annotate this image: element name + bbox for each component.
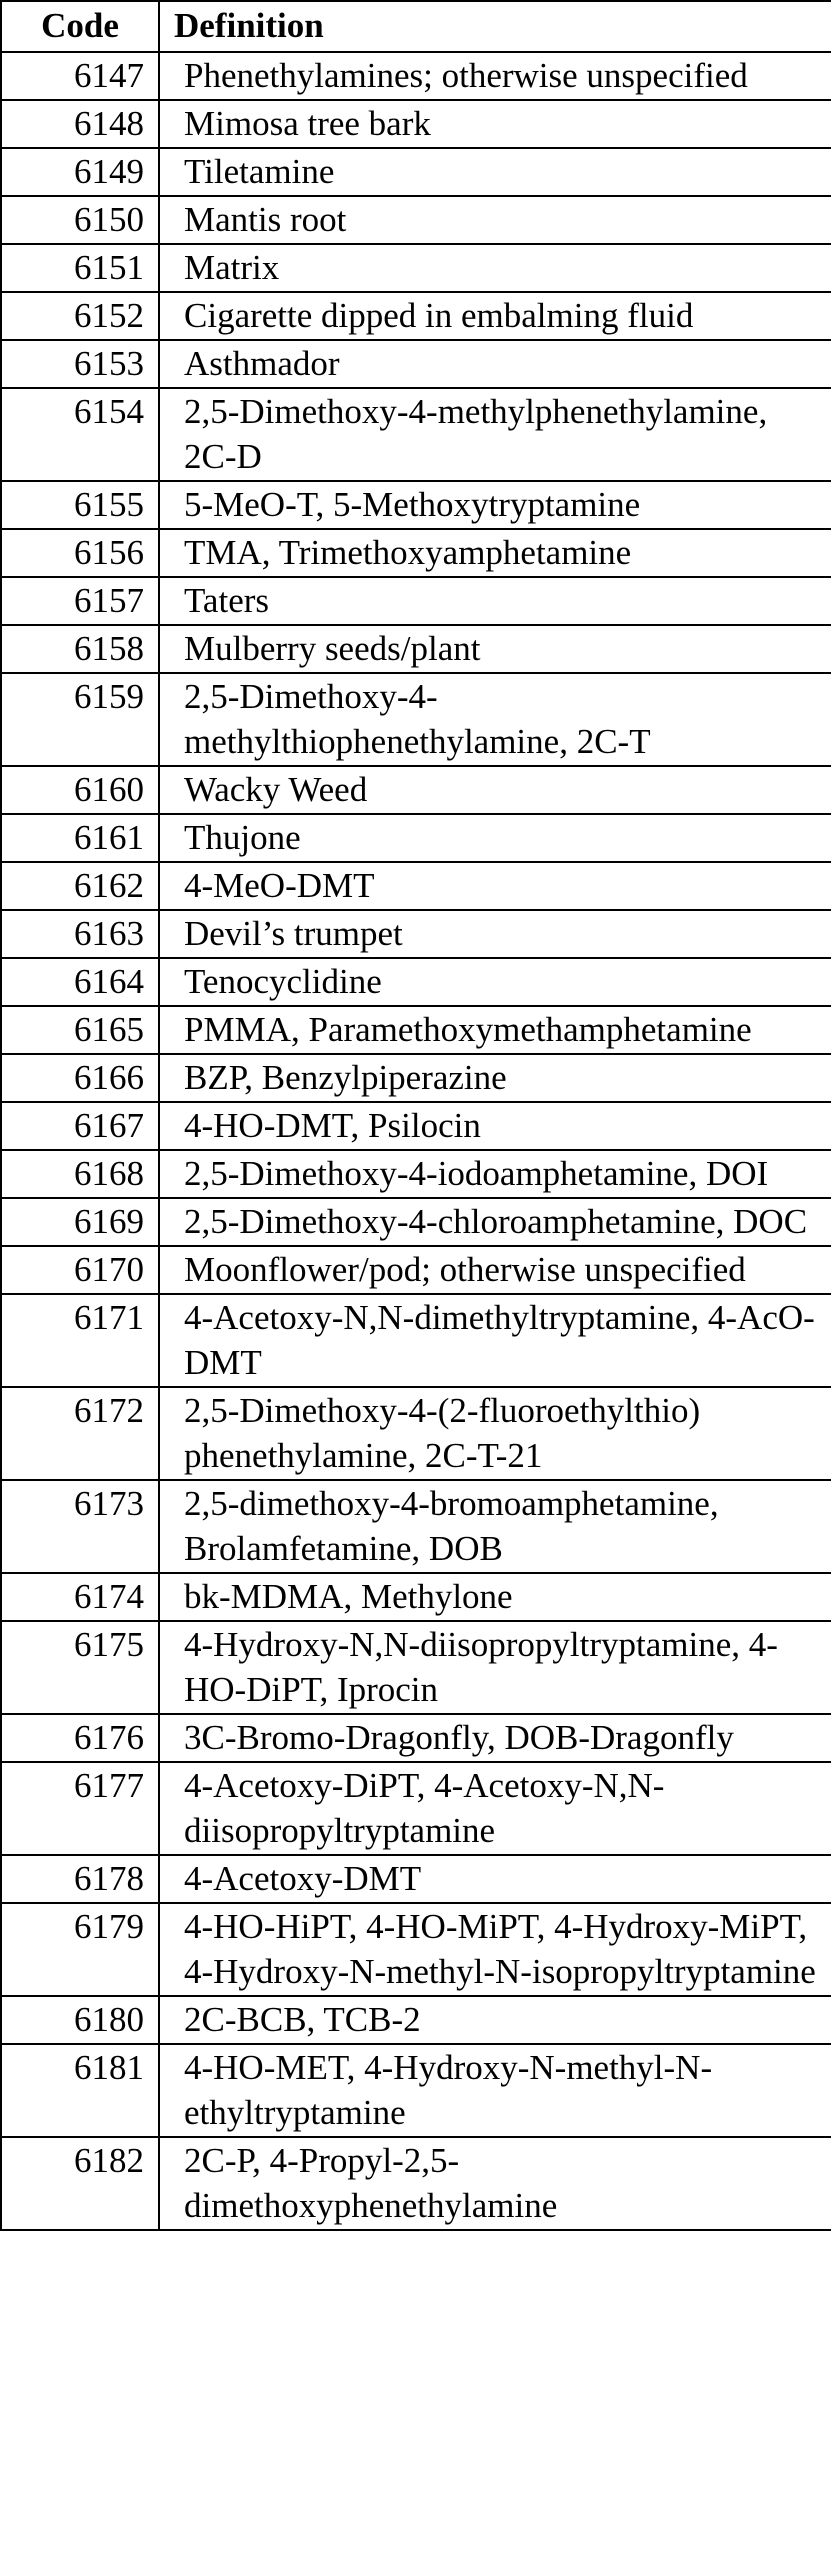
code-cell: 6161: [1, 814, 159, 862]
code-cell: 6147: [1, 52, 159, 100]
definition-cell: PMMA, Paramethoxymethamphetamine: [159, 1006, 831, 1054]
code-cell: 6156: [1, 529, 159, 577]
table-row: [1, 1855, 831, 1903]
code-cell: 6169: [1, 1198, 159, 1246]
definition-cell: Matrix: [159, 244, 831, 292]
definition-cell: 4-Acetoxy-N,N-dimethyltryptamine, 4-AcO-DMT: [159, 1294, 831, 1387]
table-row: [1, 340, 831, 388]
code-cell: 6149: [1, 148, 159, 196]
definition-cell: 4-Acetoxy-DMT: [159, 1855, 831, 1903]
definition-cell: TMA, Trimethoxyamphetamine: [159, 529, 831, 577]
table-row: [1, 1621, 831, 1714]
code-cell: 6180: [1, 1996, 159, 2044]
code-cell: 6158: [1, 625, 159, 673]
code-cell: 6154: [1, 388, 159, 481]
table-row: [1, 910, 831, 958]
table-row: [1, 1150, 831, 1198]
definition-cell: 5-MeO-T, 5-Methoxytryptamine: [159, 481, 831, 529]
code-cell: 6150: [1, 196, 159, 244]
table-row: [1, 814, 831, 862]
definition-cell: Wacky Weed: [159, 766, 831, 814]
definition-cell: Tiletamine: [159, 148, 831, 196]
code-cell: 6157: [1, 577, 159, 625]
table-row: [1, 100, 831, 148]
definition-cell: 3C-Bromo-Dragonfly, DOB-Dragonfly: [159, 1714, 831, 1762]
definition-cell: 2,5-dimethoxy-4-bromoamphetamine, Brolamfetamine, DOB: [159, 1480, 831, 1573]
table-header-row: [1, 1, 831, 52]
definition-cell: Phenethylamines; otherwise unspecified: [159, 52, 831, 100]
table-row: [1, 1387, 831, 1480]
definition-cell: Mantis root: [159, 196, 831, 244]
definition-cell: 2C-P, 4-Propyl-2,5-dimethoxyphenethylamine: [159, 2137, 831, 2230]
definition-cell: 2,5-Dimethoxy-4-(2-fluoroethylthio) phenethylamine, 2C-T-21: [159, 1387, 831, 1480]
table-row: [1, 292, 831, 340]
definition-cell: 4-HO-DMT, Psilocin: [159, 1102, 831, 1150]
definition-cell: 2,5-Dimethoxy-4-iodoamphetamine, DOI: [159, 1150, 831, 1198]
definition-cell: 4-HO-MET, 4-Hydroxy-N-methyl-N-ethyltryptamine: [159, 2044, 831, 2137]
code-cell: 6166: [1, 1054, 159, 1102]
table-row: [1, 958, 831, 1006]
code-cell: 6168: [1, 1150, 159, 1198]
table-row: [1, 388, 831, 481]
code-cell: 6175: [1, 1621, 159, 1714]
definition-cell: 2,5-Dimethoxy-4-methylphenethylamine, 2C-D: [159, 388, 831, 481]
code-cell: 6171: [1, 1294, 159, 1387]
code-cell: 6151: [1, 244, 159, 292]
definition-cell: Thujone: [159, 814, 831, 862]
code-cell: 6170: [1, 1246, 159, 1294]
code-cell: 6153: [1, 340, 159, 388]
definition-cell: 2,5-Dimethoxy-4-methylthiophenethylamine, 2C-T: [159, 673, 831, 766]
table-row: [1, 1294, 831, 1387]
code-cell: 6172: [1, 1387, 159, 1480]
definition-column-header: Definition: [159, 1, 831, 52]
table-row: [1, 577, 831, 625]
table-row: [1, 52, 831, 100]
definition-cell: 4-Acetoxy-DiPT, 4-Acetoxy-N,N-diisopropyltryptamine: [159, 1762, 831, 1855]
table-row: [1, 1006, 831, 1054]
definition-cell: 4-HO-HiPT, 4-HO-MiPT, 4-Hydroxy-MiPT, 4-Hydroxy-N-methyl-N-isopropyltryptamine: [159, 1903, 831, 1996]
table-row: [1, 196, 831, 244]
code-cell: 6163: [1, 910, 159, 958]
table-body: [1, 52, 831, 2230]
table-row: [1, 1714, 831, 1762]
definition-cell: 2,5-Dimethoxy-4-chloroamphetamine, DOC: [159, 1198, 831, 1246]
code-cell: 6179: [1, 1903, 159, 1996]
table-row: [1, 625, 831, 673]
code-cell: 6159: [1, 673, 159, 766]
definition-cell: 4-MeO-DMT: [159, 862, 831, 910]
table-row: [1, 673, 831, 766]
definition-cell: Mulberry seeds/plant: [159, 625, 831, 673]
code-cell: 6178: [1, 1855, 159, 1903]
code-cell: 6167: [1, 1102, 159, 1150]
table-row: [1, 1054, 831, 1102]
code-cell: 6173: [1, 1480, 159, 1573]
table-row: [1, 1573, 831, 1621]
code-cell: 6177: [1, 1762, 159, 1855]
table-row: [1, 1198, 831, 1246]
code-cell: 6162: [1, 862, 159, 910]
table-row: [1, 1996, 831, 2044]
definition-cell: Taters: [159, 577, 831, 625]
definition-cell: 4-Hydroxy-N,N-diisopropyltryptamine, 4-HO-DiPT, Iprocin: [159, 1621, 831, 1714]
code-column-header: Code: [1, 1, 159, 52]
definition-cell: Cigarette dipped in embalming fluid: [159, 292, 831, 340]
definition-cell: Asthmador: [159, 340, 831, 388]
code-cell: 6152: [1, 292, 159, 340]
code-cell: 6165: [1, 1006, 159, 1054]
code-cell: 6155: [1, 481, 159, 529]
table-row: [1, 481, 831, 529]
table-row: [1, 244, 831, 292]
code-cell: 6182: [1, 2137, 159, 2230]
table-row: [1, 1480, 831, 1573]
code-cell: 6148: [1, 100, 159, 148]
table-row: [1, 1102, 831, 1150]
definition-cell: Mimosa tree bark: [159, 100, 831, 148]
table-row: [1, 529, 831, 577]
table-row: [1, 766, 831, 814]
definition-cell: Moonflower/pod; otherwise unspecified: [159, 1246, 831, 1294]
definition-cell: BZP, Benzylpiperazine: [159, 1054, 831, 1102]
code-cell: 6181: [1, 2044, 159, 2137]
table-row: [1, 148, 831, 196]
code-cell: 6164: [1, 958, 159, 1006]
table-row: [1, 2137, 831, 2230]
definition-cell: 2C-BCB, TCB-2: [159, 1996, 831, 2044]
table-row: [1, 1246, 831, 1294]
definition-cell: Tenocyclidine: [159, 958, 831, 1006]
code-cell: 6176: [1, 1714, 159, 1762]
table-row: [1, 862, 831, 910]
table-row: [1, 1762, 831, 1855]
table-row: [1, 1903, 831, 1996]
definition-cell: Devil’s trumpet: [159, 910, 831, 958]
code-cell: 6160: [1, 766, 159, 814]
code-cell: 6174: [1, 1573, 159, 1621]
definition-cell: bk-MDMA, Methylone: [159, 1573, 831, 1621]
table-row: [1, 2044, 831, 2137]
